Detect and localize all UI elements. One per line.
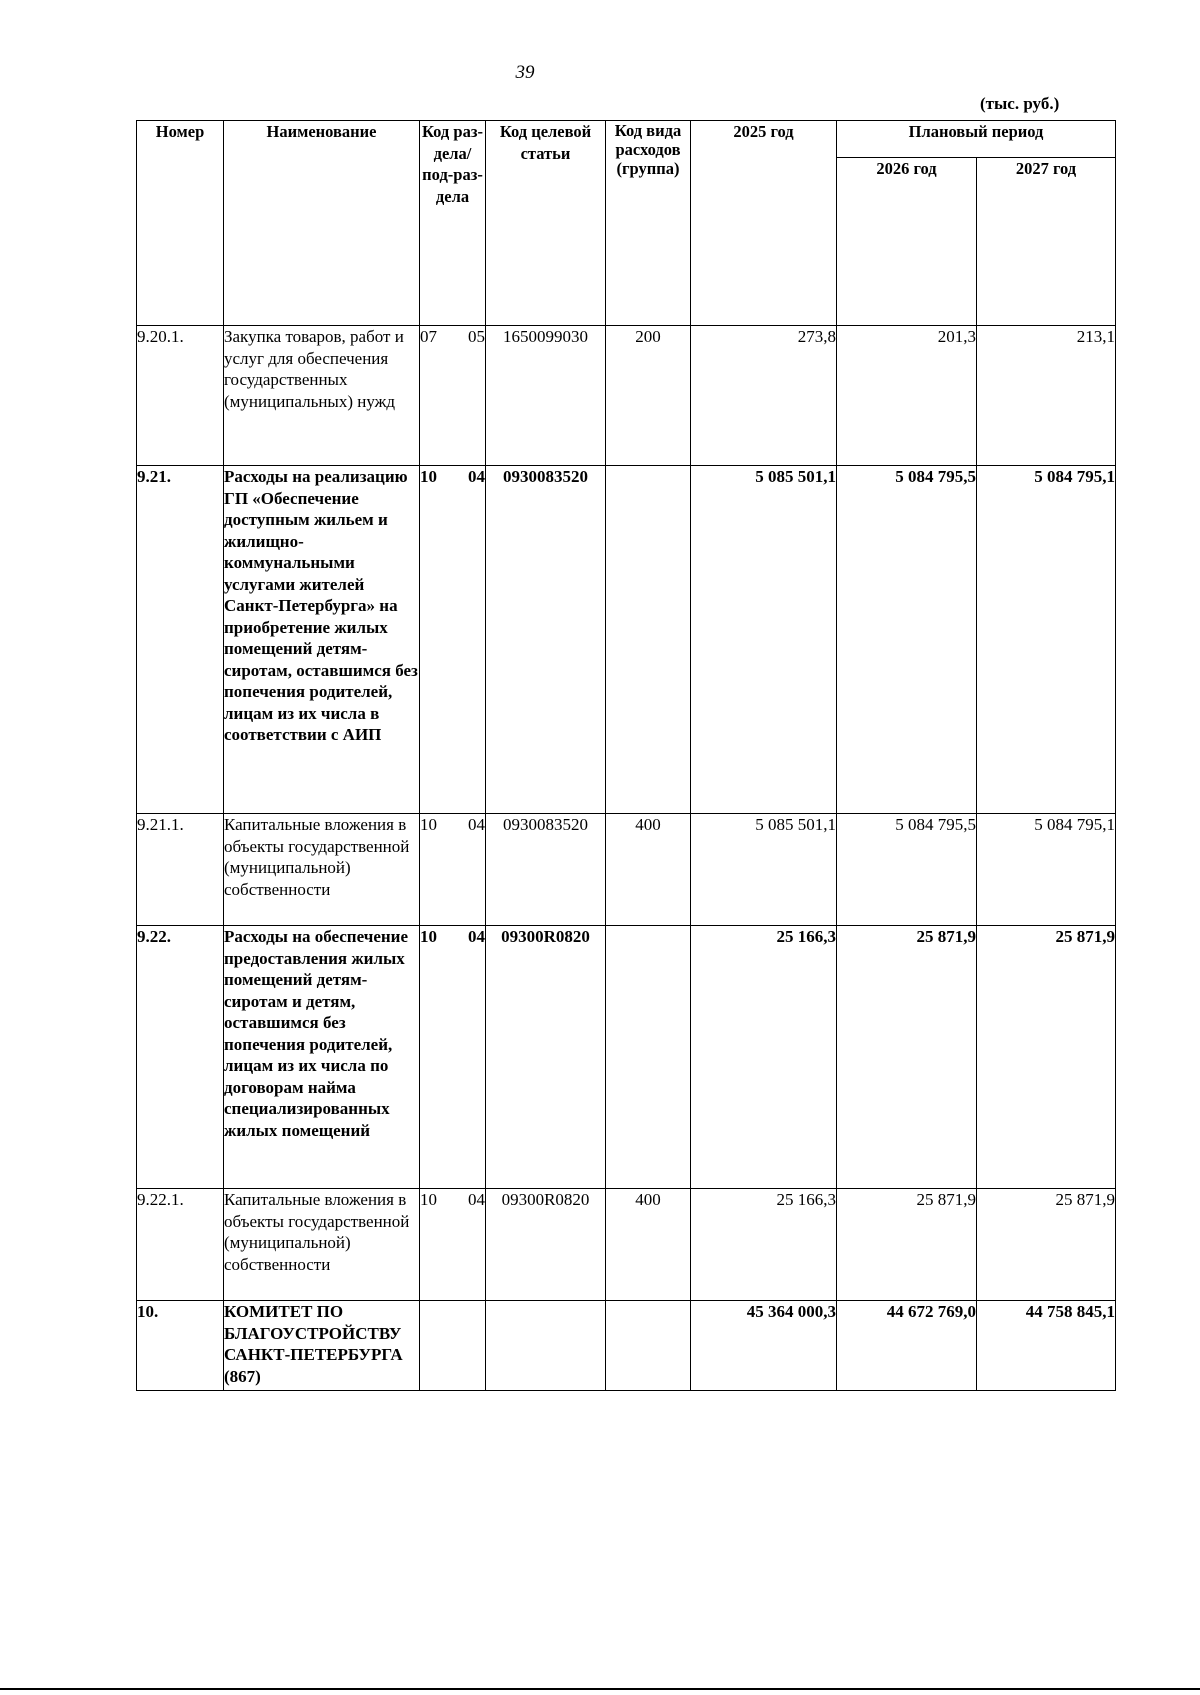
subsection-code: 04 bbox=[468, 927, 485, 946]
header-2025: 2025 год bbox=[691, 121, 837, 326]
row-value-2025: 5 085 501,1 bbox=[691, 466, 837, 814]
header-target: Код целевой статьи bbox=[486, 121, 606, 326]
table-row bbox=[137, 1189, 1116, 1301]
subsection-code: 05 bbox=[468, 327, 485, 346]
row-kind-code: 400 bbox=[606, 814, 691, 926]
table-row bbox=[137, 926, 1116, 1189]
row-value-2027: 5 084 795,1 bbox=[977, 466, 1116, 814]
row-value-2025: 25 166,3 bbox=[691, 926, 837, 1189]
row-section-code bbox=[420, 1189, 486, 1301]
row-name: Расходы на реализацию ГП «Обеспечение доступным жильем и жилищно-коммунальными услугами жителей Санкт-Петербурга» на приобретение жилых помещений детям-сиротам, оставшимся без попечения родителей, лицам из их числа в соответствии с АИП bbox=[224, 466, 420, 814]
row-number: 9.21.1. bbox=[137, 814, 224, 926]
header-name: Наименование bbox=[224, 121, 420, 326]
header-kind: Код вида расходов (группа) bbox=[606, 121, 691, 326]
subsection-code: 04 bbox=[468, 1190, 485, 1209]
row-kind-code: 400 bbox=[606, 1189, 691, 1301]
row-name: Капитальные вложения в объекты государственной (муниципальной) собственности bbox=[224, 1189, 420, 1301]
row-section-code bbox=[420, 1301, 486, 1391]
units-note: (тыс. руб.) bbox=[980, 94, 1060, 113]
header-number: Номер bbox=[137, 121, 224, 326]
header-section: Код раз-дела/ под-раз-дела bbox=[420, 121, 486, 326]
page-number: 39 bbox=[515, 62, 535, 83]
bottom-rule bbox=[0, 1688, 1200, 1690]
header-2027: 2027 год bbox=[977, 158, 1116, 326]
row-value-2026: 5 084 795,5 bbox=[837, 814, 977, 926]
subsection-code: 04 bbox=[468, 815, 485, 834]
subsection-code: 04 bbox=[468, 467, 485, 486]
row-value-2026: 5 084 795,5 bbox=[837, 466, 977, 814]
row-value-2025: 45 364 000,3 bbox=[691, 1301, 837, 1391]
row-value-2025: 273,8 bbox=[691, 326, 837, 466]
row-section-code bbox=[420, 926, 486, 1189]
section-code: 10 bbox=[420, 815, 437, 834]
row-value-2027: 25 871,9 bbox=[977, 1189, 1116, 1301]
row-number: 9.21. bbox=[137, 466, 224, 814]
table-row bbox=[137, 466, 1116, 814]
table-row bbox=[137, 814, 1116, 926]
row-value-2027: 213,1 bbox=[977, 326, 1116, 466]
row-target-code: 0930083520 bbox=[486, 814, 606, 926]
row-value-2027: 44 758 845,1 bbox=[977, 1301, 1116, 1391]
row-number: 10. bbox=[137, 1301, 224, 1391]
row-kind-code bbox=[606, 1301, 691, 1391]
section-code: 10 bbox=[420, 927, 437, 946]
section-code: 10 bbox=[420, 1190, 437, 1209]
row-value-2026: 201,3 bbox=[837, 326, 977, 466]
section-code: 10 bbox=[420, 467, 437, 486]
row-value-2025: 5 085 501,1 bbox=[691, 814, 837, 926]
row-target-code: 09300R0820 bbox=[486, 926, 606, 1189]
row-name: Капитальные вложения в объекты государственной (муниципальной) собственности bbox=[224, 814, 420, 926]
row-value-2027: 25 871,9 bbox=[977, 926, 1116, 1189]
row-target-code: 1650099030 bbox=[486, 326, 606, 466]
row-number: 9.22. bbox=[137, 926, 224, 1189]
header-2026: 2026 год bbox=[837, 158, 977, 326]
table-row bbox=[137, 326, 1116, 466]
row-number: 9.20.1. bbox=[137, 326, 224, 466]
row-section-code bbox=[420, 814, 486, 926]
row-value-2026: 44 672 769,0 bbox=[837, 1301, 977, 1391]
header-planned-period: Плановый период bbox=[837, 121, 1116, 158]
row-section-code bbox=[420, 326, 486, 466]
table-row bbox=[137, 1301, 1116, 1391]
row-name: Расходы на обеспечение предоставления жилых помещений детям-сиротам и детям, оставшимся без попечения родителей, лицам из их числа по договорам найма специализированных жилых помещений bbox=[224, 926, 420, 1189]
row-target-code: 09300R0820 bbox=[486, 1189, 606, 1301]
row-value-2025: 25 166,3 bbox=[691, 1189, 837, 1301]
row-section-code bbox=[420, 466, 486, 814]
row-name: Закупка товаров, работ и услуг для обеспечения государственных (муниципальных) нужд bbox=[224, 326, 420, 466]
row-target-code bbox=[486, 1301, 606, 1391]
row-number: 9.22.1. bbox=[137, 1189, 224, 1301]
row-value-2027: 5 084 795,1 bbox=[977, 814, 1116, 926]
row-value-2026: 25 871,9 bbox=[837, 1189, 977, 1301]
row-kind-code bbox=[606, 926, 691, 1189]
budget-table bbox=[136, 120, 1116, 1391]
section-code: 07 bbox=[420, 327, 437, 346]
row-name: КОМИТЕТ ПО БЛАГОУСТРОЙСТВУ САНКТ-ПЕТЕРБУРГА (867) bbox=[224, 1301, 420, 1391]
row-value-2026: 25 871,9 bbox=[837, 926, 977, 1189]
row-kind-code bbox=[606, 466, 691, 814]
table-body bbox=[137, 326, 1116, 1391]
row-kind-code: 200 bbox=[606, 326, 691, 466]
row-target-code: 0930083520 bbox=[486, 466, 606, 814]
